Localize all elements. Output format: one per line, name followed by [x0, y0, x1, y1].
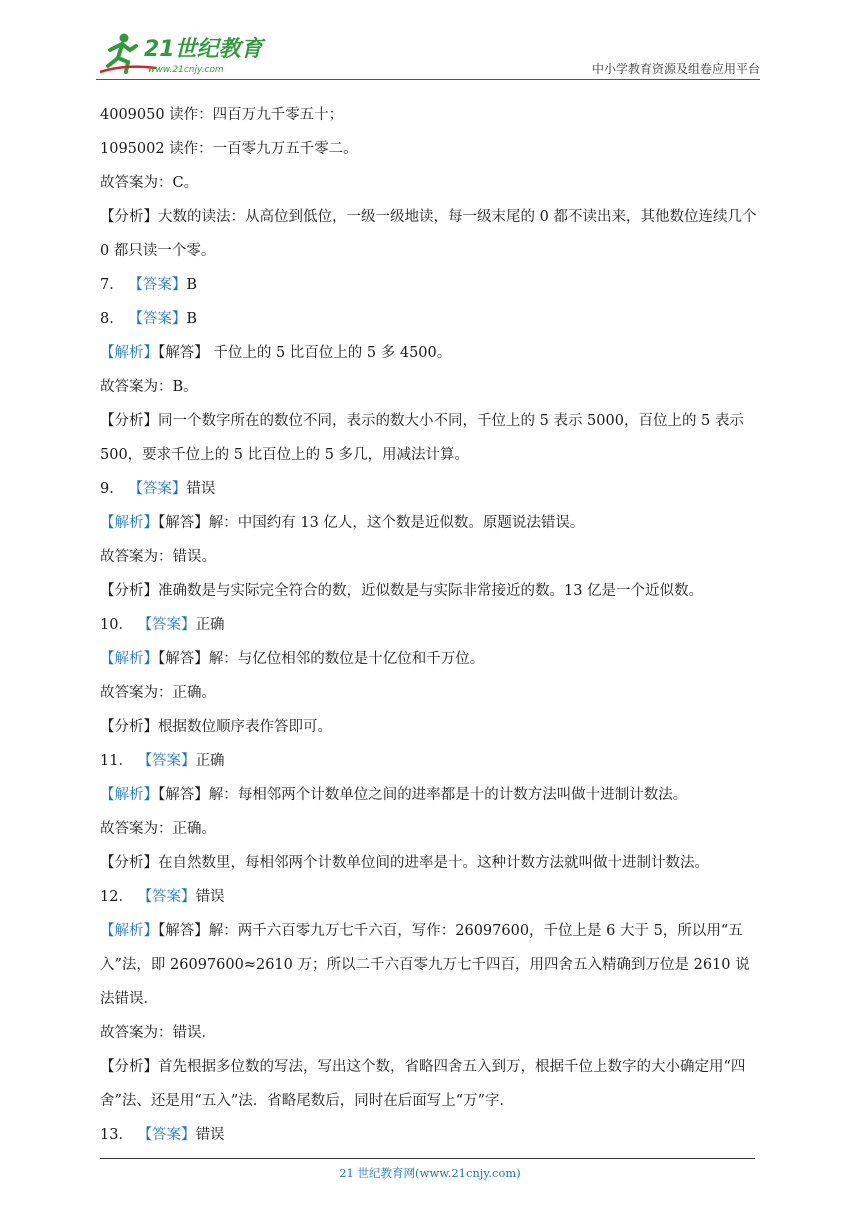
footer-link[interactable]: 21 世纪教育网(www.21cnjy.com)	[339, 1166, 521, 1180]
question-8-conclusion: 故答案为：B。	[100, 379, 198, 395]
analysis-paragraph: 【分析】大数的读法：从高位到低位，一级一级地读，每一级末尾的 0 都不读出来，其他数位连续几个 0 都只读一个零。	[100, 209, 757, 259]
question-10-answer: 10． 【答案】正确	[100, 617, 225, 633]
question-8-solution: 【解析】【解答】 千位上的 5 比百位上的 5 多 4500。	[100, 345, 452, 361]
question-9-analysis: 【分析】准确数是与实际完全符合的数，近似数是与实际非常接近的数。13 亿是一个近似数。	[100, 583, 704, 599]
question-10-solution: 【解析】【解答】解：与亿位相邻的数位是十亿位和千万位。	[100, 651, 485, 667]
document-body	[100, 98, 762, 1152]
site-logo	[96, 28, 266, 78]
svg-text:www.21cnjy.com: www.21cnjy.com	[148, 65, 224, 75]
question-9-solution: 【解析】【解答】解：中国约有 13 亿人，这个数是近似数。原题说法错误。	[100, 515, 585, 531]
header-divider	[96, 79, 760, 80]
question-12-conclusion: 故答案为：错误．	[100, 1025, 216, 1041]
answer-line: 故答案为：C。	[100, 175, 199, 191]
question-7-answer: 7． 【答案】B	[100, 277, 197, 293]
question-10-conclusion: 故答案为：正确。	[100, 685, 216, 701]
question-11-answer: 11． 【答案】正确	[100, 753, 225, 769]
question-11-analysis: 【分析】在自然数里，每相邻两个计数单位间的进率是十。这种计数方法就叫做十进制计数法。	[100, 855, 709, 871]
footer-divider	[100, 1158, 755, 1159]
question-9-answer: 9． 【答案】错误	[100, 481, 216, 497]
question-8-analysis: 【分析】同一个数字所在的数位不同，表示的数大小不同，千位上的 5 表示 5000，百位上的 5 表示 500，要求千位上的 5 比百位上的 5 多几，用减法计算。	[100, 413, 744, 463]
question-12-solution: 【解析】【解答】解：两千六百零九万七千六百，写作：26097600，千位上是 6 大于 5，所以用“五入”法，即 26097600≈2610 万；所以二千六百零九万七千四百，用四舍五入精确到万位是 2610 说法错误．	[100, 923, 750, 1007]
svg-text:21世纪教育: 21世纪教育	[144, 37, 263, 62]
question-12-answer: 12． 【答案】错误	[100, 889, 225, 905]
question-11-conclusion: 故答案为：正确。	[100, 821, 216, 837]
question-8-answer: 8． 【答案】B	[100, 311, 197, 327]
question-9-conclusion: 故答案为：错误。	[100, 549, 216, 565]
question-12-analysis: 【分析】首先根据多位数的写法，写出这个数，省略四舍五入到万，根据千位上数字的大小确定用“四舍”法、还是用“五入”法．省略尾数后，同时在后面写上“万”字．	[100, 1059, 746, 1109]
question-13-answer: 13． 【答案】错误	[100, 1127, 225, 1143]
reading-line-1: 4009050 读作：四百万九千零五十；	[100, 107, 344, 123]
platform-name: 中小学教育资源及组卷应用平台	[591, 62, 760, 76]
question-10-analysis: 【分析】根据数位顺序表作答即可。	[100, 719, 332, 735]
reading-line-2: 1095002 读作：一百零九万五千零二。	[100, 141, 358, 157]
question-11-solution: 【解析】【解答】解：每相邻两个计数单位之间的进率都是十的计数方法叫做十进制计数法。	[100, 787, 688, 803]
page-header	[96, 28, 760, 80]
